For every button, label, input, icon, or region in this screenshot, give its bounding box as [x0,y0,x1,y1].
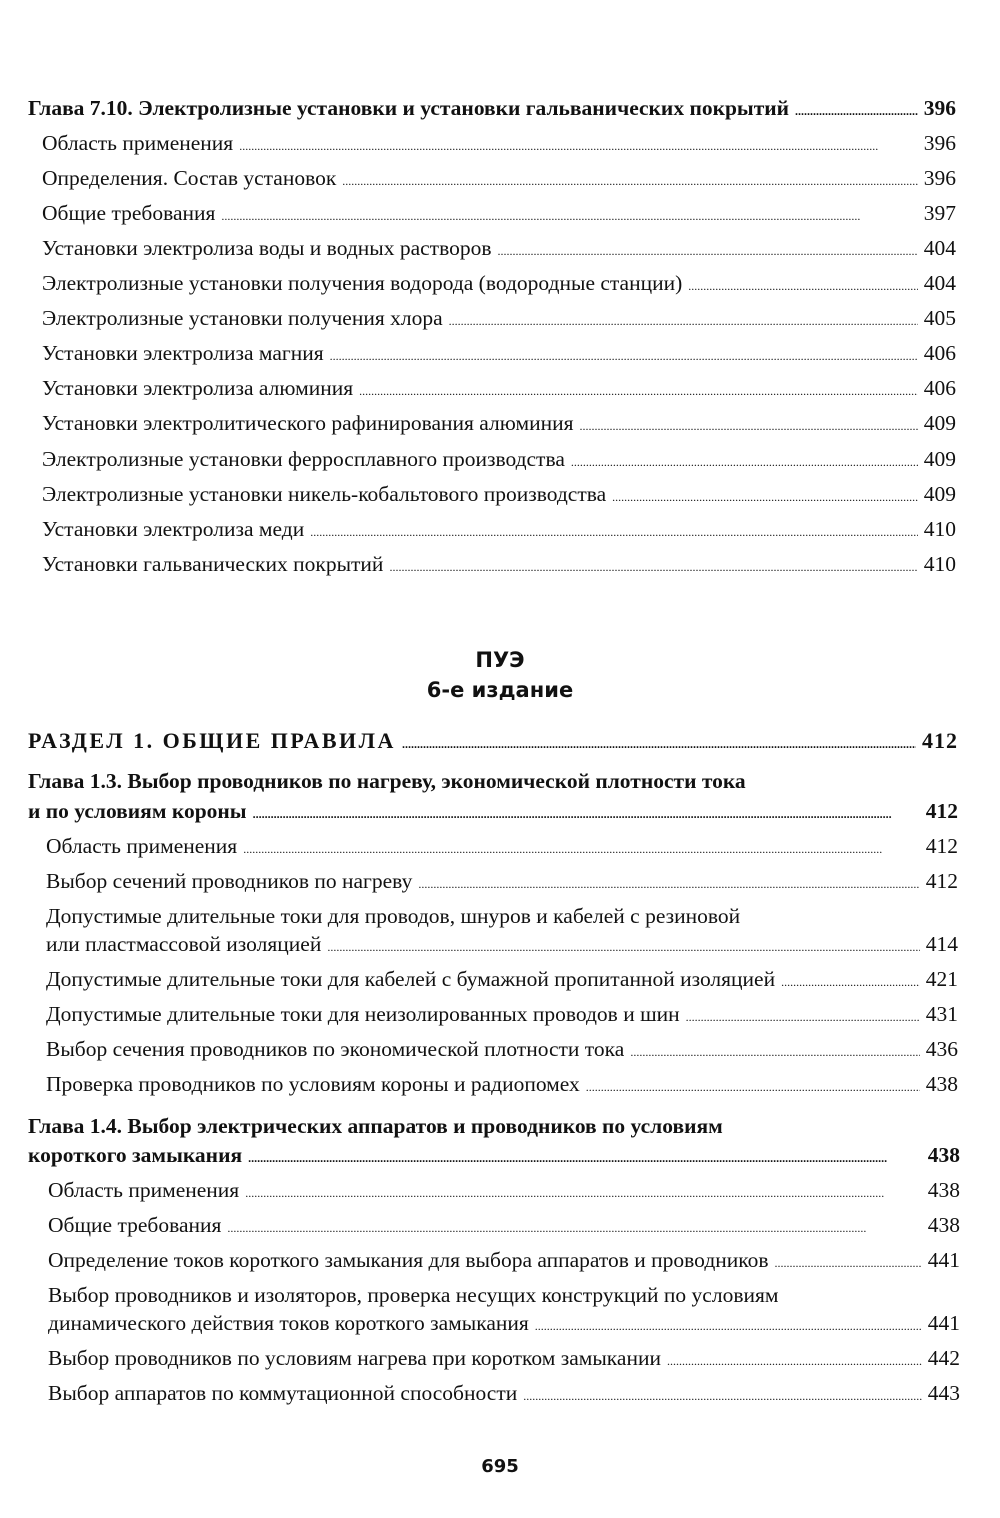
document-title: ПУЭ [475,648,525,672]
toc-entry-page: 436 [925,1037,958,1061]
toc-chapter-1-3-line1: Глава 1.3. Выбор проводников по нагреву, экономической плотности тока [28,769,746,793]
toc-entry [42,270,956,299]
toc-entry-page: 441 [927,1311,960,1335]
toc-entry [42,200,956,229]
toc-entry-title: Электролизные установки получения хлора [42,306,443,330]
toc-entry [48,1177,960,1206]
toc-leader [253,798,920,827]
toc-entry [42,130,956,159]
toc-entry-page: 412 [925,869,958,893]
toc-entry [42,165,956,194]
toc-entry-title: Установки электролиза алюминия [42,376,354,400]
toc-entry [46,931,958,960]
toc-leader [795,95,918,124]
toc-entry [46,966,958,995]
toc-entry-page: 441 [927,1248,960,1272]
toc-entry-page: 438 [927,1213,960,1237]
toc-leader [523,1380,922,1409]
toc-entry [48,1310,960,1339]
toc-leader [239,130,918,159]
toc-entry-title: Допустимые длительные токи для кабелей с бумажной пропитанной изоляцией [46,967,776,991]
toc-leader [243,833,920,862]
toc-entry-page: 396 [923,131,956,155]
toc-entry-title: Проверка проводников по условиям короны и радиопомех [46,1072,580,1096]
toc-entry-title: Область применения [48,1178,240,1202]
toc-entry-title: Установки гальванических покрытий [42,552,384,576]
toc-entry-page: 410 [923,517,956,541]
toc-entry-title: Установки электролитического рафинирования алюминия [42,411,574,435]
toc-entry [48,1380,960,1409]
toc-entry-page: 406 [923,376,956,400]
toc-entry-page: 412 [922,728,958,753]
toc-entry-title: Выбор сечения проводников по экономической плотности тока [46,1037,625,1061]
toc-entry-page: 404 [923,271,956,295]
toc-entry-page: 443 [927,1381,960,1405]
toc-section-1 [28,728,958,757]
toc-entry-page: 396 [923,96,956,120]
toc-entry-page: 412 [925,799,958,823]
toc-leader [497,235,917,264]
toc-entry-title: динамического действия токов короткого замыкания [48,1311,529,1335]
toc-entry-title: Электролизные установки ферросплавного производства [42,447,565,471]
toc-chapter-1-4-line1: Глава 1.4. Выбор электрических аппаратов и проводников по условиям [28,1114,723,1138]
toc-entry-title: Установки электролиза меди [42,517,305,541]
toc-entry-page: 431 [925,1002,958,1026]
toc-entry-title: Выбор проводников по условиям нагрева при коротком замыкании [48,1346,661,1370]
toc-entry [42,516,956,545]
toc-entry-title: Общие требования [48,1213,222,1237]
toc-entry-line1: Допустимые длительные токи для проводов, шнуров и кабелей с резиновой [46,904,741,928]
toc-leader [781,966,920,995]
toc-entry-page: 442 [927,1346,960,1370]
toc-leader [688,270,917,299]
toc-entry-title: Определение токов короткого замыкания для выбора аппаратов и проводников [48,1248,769,1272]
toc-entry-page: 405 [923,306,956,330]
toc-leader [775,1247,922,1276]
toc-chapter-1-3 [28,798,958,827]
toc-entry-page: 406 [923,341,956,365]
toc-entry-title: Допустимые длительные токи для неизолированных проводов и шин [46,1002,680,1026]
toc-entry [42,481,956,510]
toc-entry-title: Определения. Состав установок [42,166,337,190]
toc-chapter-7-10 [28,95,956,124]
toc-leader [630,1036,919,1065]
toc-leader [612,481,918,510]
toc-leader [330,340,918,369]
toc-entry-page: 396 [923,166,956,190]
toc-leader [667,1345,922,1374]
toc-entry-page: 438 [927,1178,960,1202]
toc-entry-page: 410 [923,552,956,576]
toc-entry-title: Выбор сечений проводников по нагреву [46,869,413,893]
toc-entry-line1: Выбор проводников и изоляторов, проверка несущих конструкций по условиям [48,1283,779,1307]
toc-leader [342,165,917,194]
toc-entry-page: 397 [923,201,956,225]
toc-entry-title: короткого замыкания [28,1143,243,1167]
toc-entry [48,1345,960,1374]
toc-entry [46,1001,958,1030]
toc-entry-page: 438 [927,1143,960,1167]
toc-leader [221,200,917,229]
toc-entry [42,305,956,334]
toc-entry-title: Электролизные установки никель-кобальтового производства [42,482,607,506]
toc-entry [42,551,956,580]
toc-leader [248,1142,922,1171]
toc-entry-page: 438 [925,1072,958,1096]
toc-entry [42,410,956,439]
toc-entry-page: 404 [923,236,956,260]
toc-entry [42,446,956,475]
toc-entry-title: РАЗДЕЛ 1. ОБЩИЕ ПРАВИЛА [28,728,396,753]
toc-entry [42,340,956,369]
toc-entry [46,1036,958,1065]
toc-entry-title: Общие требования [42,201,216,225]
toc-entry [48,1247,960,1276]
edition-subtitle: 6-е издание [426,678,574,702]
toc-entry-title: Область применения [46,834,238,858]
toc-leader [310,516,918,545]
toc-leader [580,410,918,439]
toc-entry [42,375,956,404]
toc-leader [571,446,918,475]
toc-leader [402,728,916,757]
toc-leader [535,1310,922,1339]
toc-entry-title: Выбор аппаратов по коммутационной способности [48,1381,518,1405]
toc-entry-title: Установки электролиза воды и водных растворов [42,236,492,260]
toc-entry-page: 412 [925,834,958,858]
toc-entry [46,868,958,897]
toc-entry-page: 409 [923,447,956,471]
toc-leader [245,1177,922,1206]
toc-leader [389,551,917,580]
toc-entry [46,1071,958,1100]
toc-entry-title: Электролизные установки получения водорода (водородные станции) [42,271,683,295]
toc-entry [48,1212,960,1241]
toc-leader [418,868,919,897]
toc-entry-page: 421 [925,967,958,991]
toc-leader [449,305,918,334]
toc-leader [327,931,919,960]
toc-entry [46,833,958,862]
toc-entry-page: 409 [923,482,956,506]
toc-entry-title: Глава 7.10. Электролизные установки и установки гальванических покрытий [28,96,790,120]
toc-leader [586,1071,920,1100]
toc-leader [227,1212,921,1241]
toc-entry-title: Область применения [42,131,234,155]
toc-entry-title: и по условиям короны [28,799,247,823]
toc-entry-page: 414 [925,932,958,956]
toc-entry-title: Установки электролиза магния [42,341,324,365]
toc-leader [686,1001,920,1030]
toc-leader [359,375,918,404]
toc-chapter-1-4 [28,1142,960,1171]
page-number: 695 [481,1456,519,1477]
toc-entry [42,235,956,264]
toc-entry-title: или пластмассовой изоляцией [46,932,322,956]
toc-entry-page: 409 [923,411,956,435]
